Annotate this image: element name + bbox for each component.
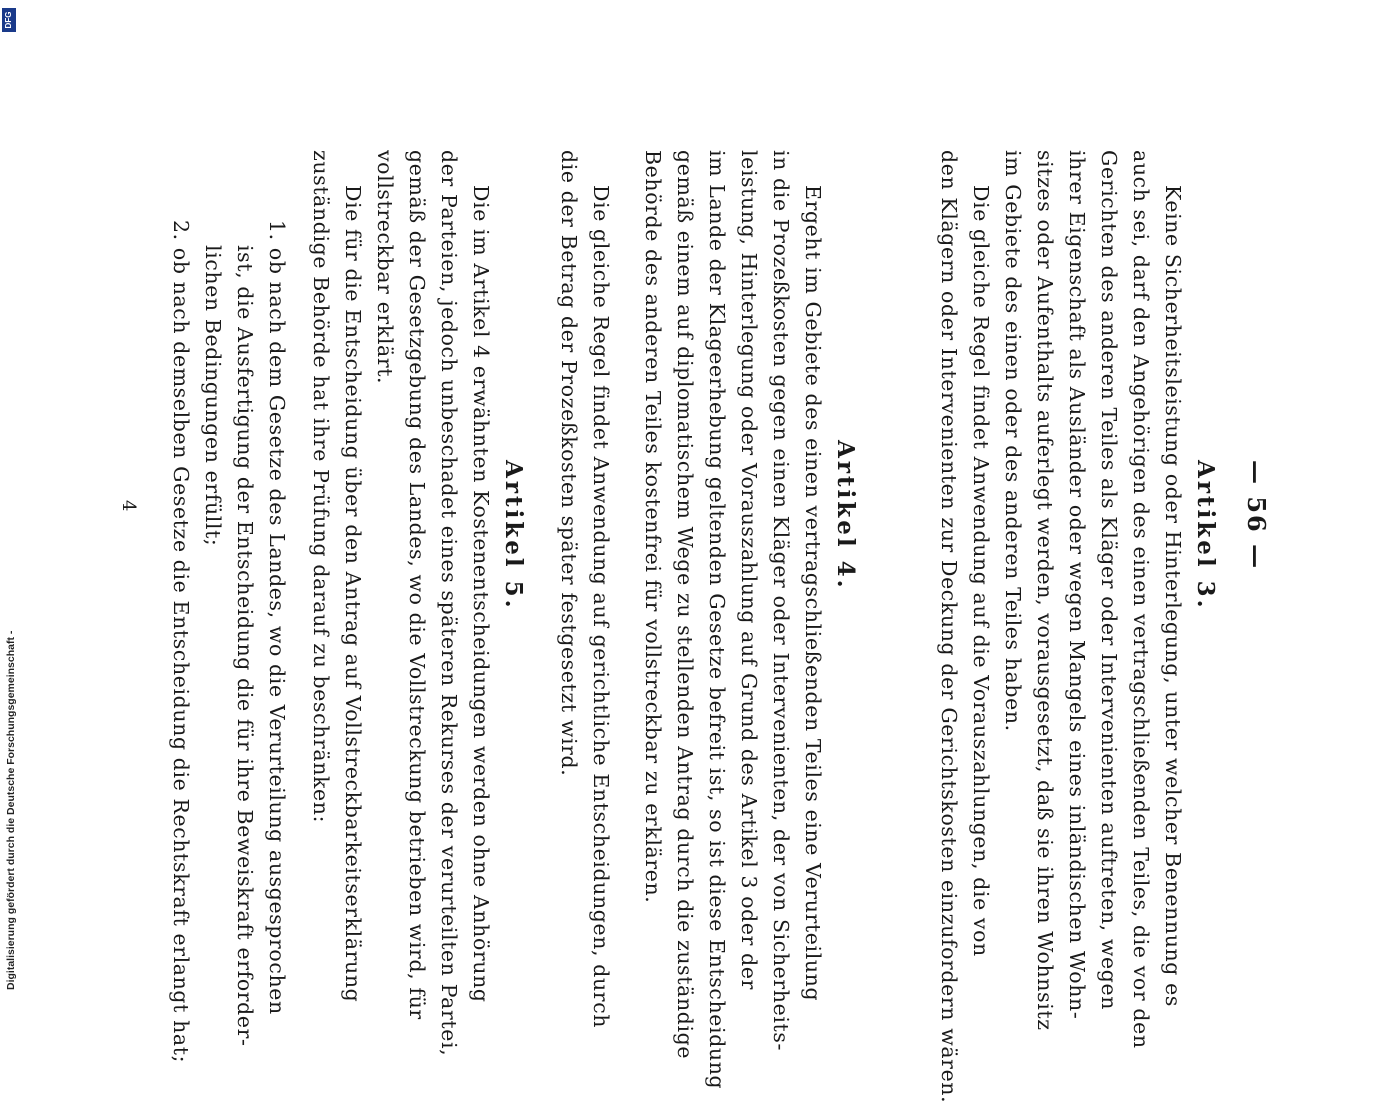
artikel-5-heading: Artikel 5. — [500, 460, 527, 611]
dfg-logo: DFG — [2, 8, 16, 32]
artikel-3-line: ihrer Eigenschaft als Ausländer oder wegen Mangels eines inländischen Wohn- — [1065, 150, 1089, 1020]
artikel-3-heading: Artikel 3. — [1192, 460, 1219, 611]
artikel-4-line: gemäß einem auf diplomatischem Wege zu stellenden Antrag durch die zuständige — [673, 150, 697, 1060]
artikel-5-line: 2. ob nach demselben Gesetze die Entscheidung die Rechtskraft erlangt hat; — [169, 220, 193, 1064]
artikel-5-line: zuständige Behörde hat ihre Prüfung darauf zu beschränken: — [309, 150, 333, 824]
artikel-3-line: den Klägern oder Intervenienten zur Deckung der Gerichtskosten einzufordern wären. — [937, 150, 961, 1103]
artikel-5-line: der Parteien, jedoch unbeschadet eines späteren Rekurses der verurteilten Partei, — [437, 150, 461, 1057]
artikel-3-line: sitzes oder Aufenthalts auferlegt werden, vorausgesetzt, daß sie ihren Wohnsitz — [1033, 150, 1057, 1031]
artikel-5-line: Die für die Entscheidung über den Antrag auf Vollstreckbarkeitserklärung — [341, 185, 365, 1003]
footer-text: Digitalisierung gefördert durch die Deutsche Forschungsgemeinschaft - — [5, 630, 17, 990]
artikel-3-line: Die gleiche Regel findet Anwendung auf die Vorauszahlungen, die von — [969, 185, 993, 957]
artikel-3-line: im Gebiete des einen oder des anderen Teiles haben. — [1001, 150, 1025, 732]
artikel-4-heading: Artikel 4. — [832, 440, 859, 591]
artikel-3-line: auch sei, darf den Angehörigen des einen vertragschließenden Teiles, die vor den — [1129, 150, 1153, 1049]
footnote-number: 4 — [118, 500, 139, 512]
artikel-5-line: lichen Bedingungen erfüllt; — [201, 245, 225, 547]
artikel-5-line: Die im Artikel 4 erwähnten Kostenentscheidungen werden ohne Anhörung — [469, 185, 493, 1003]
artikel-4-line: Die gleiche Regel findet Anwendung auf gerichtliche Entscheidungen, durch — [589, 185, 613, 1029]
artikel-3-line: Keine Sicherheitsleistung oder Hinterlegung, unter welcher Benennung es — [1161, 185, 1185, 1007]
page-number: — 56 — — [1242, 460, 1271, 571]
artikel-4-line: die der Betrag der Prozeßkosten später festgesetzt wird. — [557, 150, 581, 777]
artikel-5-line: vollstreckbar erklärt. — [373, 150, 397, 385]
artikel-5-line: 1. ob nach dem Gesetze des Landes, wo die Verurteilung ausgesprochen — [265, 220, 289, 1015]
artikel-4-line: leistung, Hinterlegung oder Vorauszahlung auf Grund des Artikel 3 oder der — [737, 150, 761, 990]
artikel-4-line: im Lande der Klageerhebung geltenden Gesetze befreit ist, so ist diese Entscheidung — [705, 150, 729, 1090]
digitization-footer — [0, 0, 26, 1000]
artikel-5-line: gemäß der Gesetzgebung des Landes, wo die Vollstreckung betrieben wird, für — [405, 150, 429, 1020]
artikel-4-line: in die Prozeßkosten gegen einen Kläger oder Intervenienten, der von Sicherheits- — [769, 150, 793, 1051]
artikel-4-line: Ergeht im Gebiete des einen vertragschließenden Teiles eine Verurteilung — [801, 185, 825, 1002]
artikel-4-line: Behörde des anderen Teiles kostenfrei für vollstreckbar zu erklären. — [641, 150, 665, 904]
artikel-3-line: Gerichten des anderen Teiles als Kläger oder Intervenienten auftreten, wegen — [1097, 150, 1121, 1011]
artikel-5-line: ist, die Ausfertigung der Entscheidung die für ihre Beweiskraft erforder- — [233, 245, 257, 1047]
